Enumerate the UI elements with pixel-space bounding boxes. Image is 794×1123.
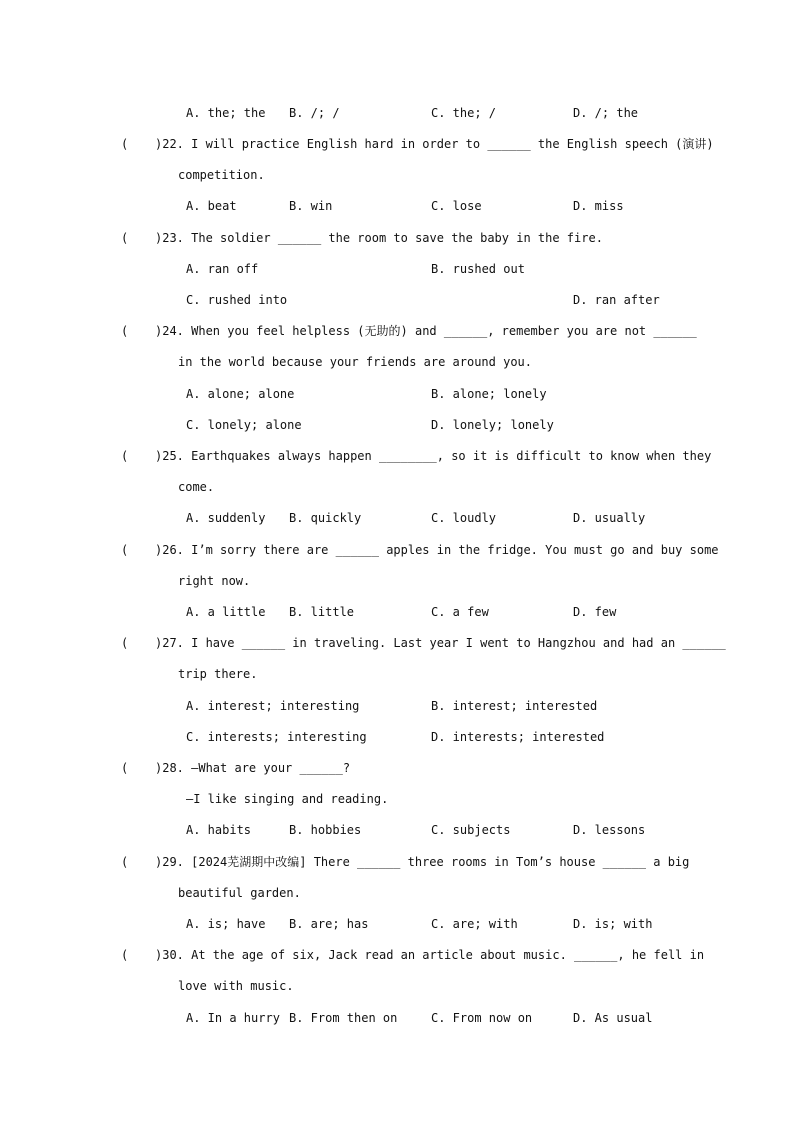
- q24-stem-cont: in the world because your friends are around you.: [178, 355, 533, 369]
- q29-stem-cont: beautiful garden.: [178, 886, 301, 900]
- q23-option-c: C. rushed into: [186, 293, 288, 307]
- q28-option-a: A. habits: [186, 823, 252, 837]
- q25-option-c: C. loudly: [431, 511, 497, 525]
- q28-option-b: B. hobbies: [289, 823, 362, 837]
- q27-answer-paren: (: [121, 636, 129, 650]
- q24-option-d: D. lonely; lonely: [431, 418, 554, 432]
- q29-option-c: C. are; with: [431, 917, 518, 931]
- q26-option-d: D. few: [573, 605, 617, 619]
- q24-option-c: C. lonely; alone: [186, 418, 302, 432]
- q21-option-c: C. the; /: [431, 106, 497, 120]
- q29-stem: )29. [2024芜湖期中改编] There ______ three rooms in Tom’s house ______ a big: [155, 855, 690, 869]
- q22-stem-cont: competition.: [178, 168, 265, 182]
- q27-stem: )27. I have ______ in traveling. Last year I went to Hangzhou and had an ______: [155, 636, 726, 650]
- q25-option-a: A. suddenly: [186, 511, 266, 525]
- q29-answer-paren: (: [121, 855, 129, 869]
- q22-option-a: A. beat: [186, 199, 237, 213]
- q22-stem: )22. I will practice English hard in order to ______ the English speech (演讲): [155, 137, 714, 151]
- q28-option-c: C. subjects: [431, 823, 511, 837]
- q28-stem: )28. —What are your ______?: [155, 761, 351, 775]
- q23-option-a: A. ran off: [186, 262, 259, 276]
- q27-option-a: A. interest; interesting: [186, 699, 360, 713]
- q21-option-d: D. /; the: [573, 106, 639, 120]
- q26-answer-paren: (: [121, 543, 129, 557]
- q22-option-d: D. miss: [573, 199, 624, 213]
- q23-option-d: D. ran after: [573, 293, 660, 307]
- q25-stem: )25. Earthquakes always happen ________, so it is difficult to know when they: [155, 449, 712, 463]
- q28-dialogue-reply: —I like singing and reading.: [186, 792, 389, 806]
- q28-option-d: D. lessons: [573, 823, 646, 837]
- q26-stem: )26. I’m sorry there are ______ apples in the fridge. You must go and buy some: [155, 543, 719, 557]
- q25-stem-cont: come.: [178, 480, 215, 494]
- q27-option-b: B. interest; interested: [431, 699, 598, 713]
- q21-option-a: A. the; the: [186, 106, 266, 120]
- q30-option-b: B. From then on: [289, 1011, 398, 1025]
- q22-answer-paren: (: [121, 137, 129, 151]
- q23-answer-paren: (: [121, 231, 129, 245]
- q29-option-a: A. is; have: [186, 917, 266, 931]
- q26-option-a: A. a little: [186, 605, 266, 619]
- q25-option-b: B. quickly: [289, 511, 362, 525]
- q27-stem-cont: trip there.: [178, 667, 258, 681]
- q30-option-c: C. From now on: [431, 1011, 533, 1025]
- q29-option-d: D. is; with: [573, 917, 653, 931]
- q24-stem: )24. When you feel helpless (无助的) and ______, remember you are not ______: [155, 324, 697, 338]
- q25-answer-paren: (: [121, 449, 129, 463]
- q22-option-b: B. win: [289, 199, 333, 213]
- q26-option-b: B. little: [289, 605, 355, 619]
- q26-stem-cont: right now.: [178, 574, 251, 588]
- q24-answer-paren: (: [121, 324, 129, 338]
- q23-stem: )23. The soldier ______ the room to save the baby in the fire.: [155, 231, 603, 245]
- q24-option-b: B. alone; lonely: [431, 387, 547, 401]
- q25-option-d: D. usually: [573, 511, 646, 525]
- q28-answer-paren: (: [121, 761, 129, 775]
- q27-option-c: C. interests; interesting: [186, 730, 367, 744]
- q23-option-b: B. rushed out: [431, 262, 525, 276]
- q30-answer-paren: (: [121, 948, 129, 962]
- q30-stem-cont: love with music.: [178, 979, 294, 993]
- q22-option-c: C. lose: [431, 199, 482, 213]
- q30-option-d: D. As usual: [573, 1011, 653, 1025]
- q27-option-d: D. interests; interested: [431, 730, 605, 744]
- q30-option-a: A. In a hurry: [186, 1011, 280, 1025]
- q24-option-a: A. alone; alone: [186, 387, 295, 401]
- q30-stem: )30. At the age of six, Jack read an article about music. ______, he fell in: [155, 948, 705, 962]
- q29-option-b: B. are; has: [289, 917, 369, 931]
- q26-option-c: C. a few: [431, 605, 489, 619]
- q21-option-b: B. /; /: [289, 106, 340, 120]
